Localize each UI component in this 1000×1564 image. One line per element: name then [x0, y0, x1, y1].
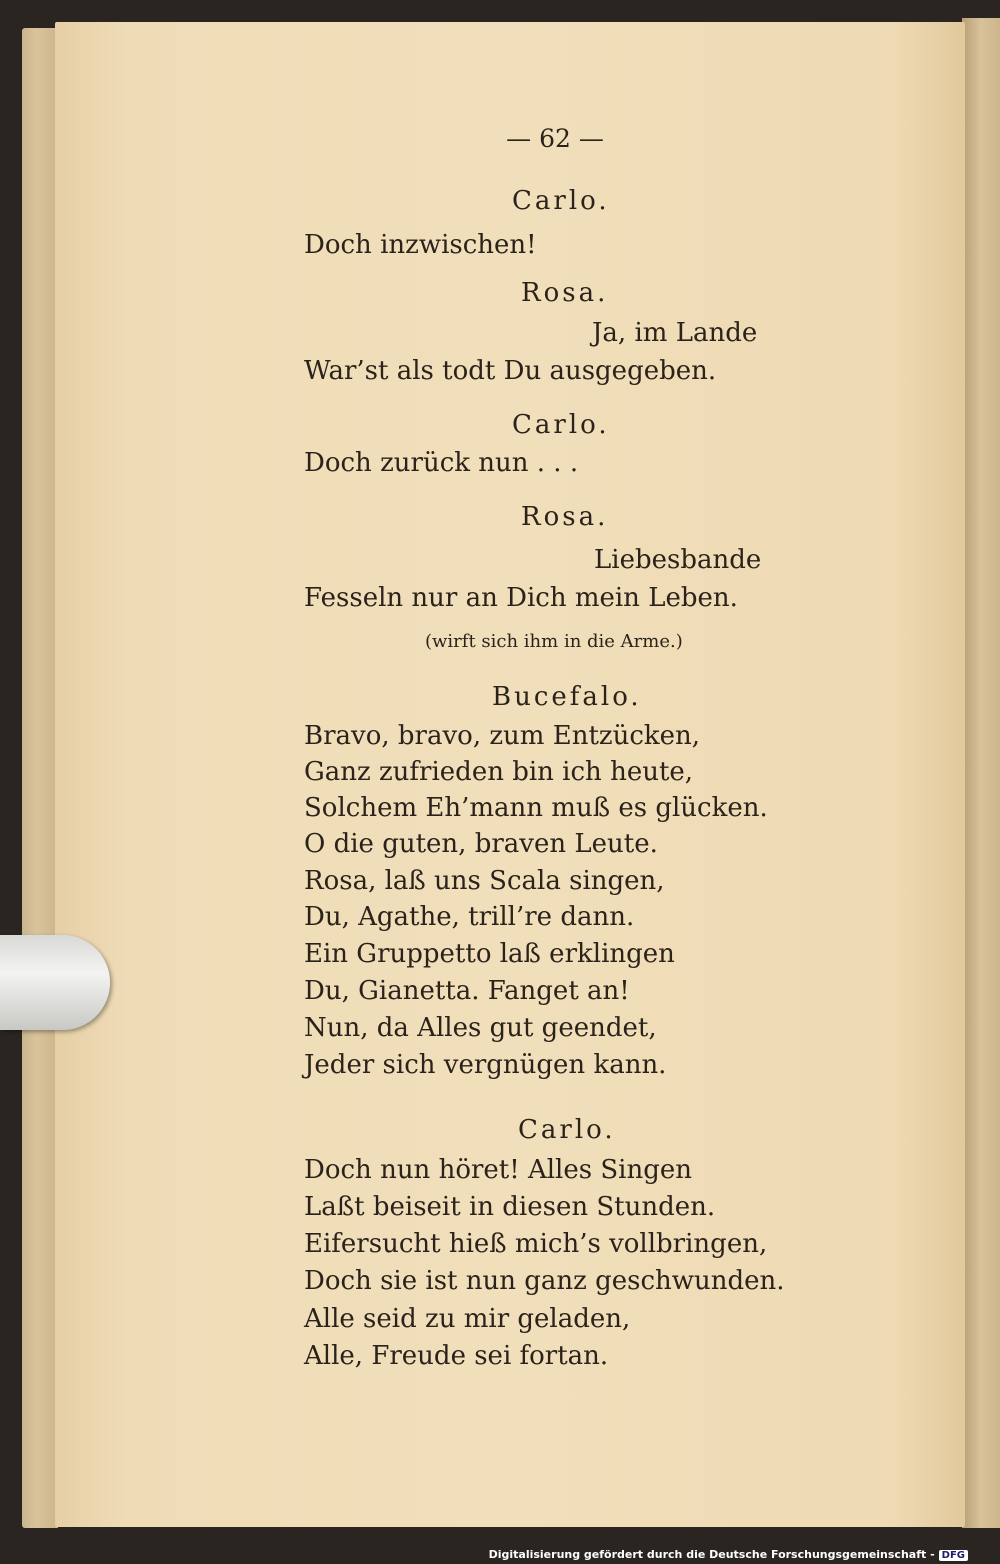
text-line: Jeder sich vergnügen kann. — [304, 1050, 667, 1080]
text-line: Ja, im Lande — [592, 318, 758, 348]
text-line: Bravo, bravo, zum Entzücken, — [304, 721, 701, 751]
text-line: Doch sie ist nun ganz geschwunden. — [304, 1266, 785, 1296]
text-line: Eifersucht hieß mich’s vollbringen, — [304, 1229, 768, 1259]
text-line: Du, Gianetta. Fanget an! — [304, 976, 630, 1006]
text-line: Nun, da Alles gut geendet, — [304, 1013, 657, 1043]
text-line: Liebesbande — [594, 545, 762, 575]
text-line: Alle seid zu mir geladen, — [304, 1304, 631, 1334]
credit-text: Digitalisierung gefördert durch die Deutsche Forschungsgemeinschaft - — [488, 1548, 935, 1561]
text-line: Alle, Freude sei fortan. — [304, 1341, 609, 1371]
stage-direction: (wirft sich ihm in die Arme.) — [425, 631, 683, 652]
speaker-name: Carlo. — [518, 1115, 616, 1145]
page-number: — 62 — — [506, 124, 604, 153]
book-edge — [22, 28, 58, 1528]
dfg-logo: DFG — [939, 1550, 968, 1561]
text-line: Fesseln nur an Dich mein Leben. — [304, 583, 738, 613]
text-line: Doch zurück nun . . . — [304, 448, 579, 478]
text-line: Laßt beiseit in diesen Stunden. — [304, 1192, 716, 1222]
text-line: O die guten, braven Leute. — [304, 829, 658, 859]
digitization-credit — [489, 1548, 968, 1561]
text-line: Doch nun höret! Alles Singen — [304, 1155, 692, 1185]
text-line: Rosa, laß uns Scala singen, — [304, 866, 665, 896]
speaker-name: Carlo. — [512, 186, 610, 216]
text-line: Ganz zufrieden bin ich heute, — [304, 757, 694, 787]
page-clip — [0, 935, 110, 1030]
text-line: Doch inzwischen! — [304, 230, 537, 260]
text-line: Solchem Eh’mann muß es glücken. — [304, 793, 768, 823]
speaker-name: Carlo. — [512, 410, 610, 440]
text-line: War’st als todt Du ausgegeben. — [304, 356, 717, 386]
text-line: Ein Gruppetto laß erklingen — [304, 939, 675, 969]
speaker-name: Rosa. — [521, 278, 609, 308]
speaker-name: Bucefalo. — [492, 682, 642, 712]
facing-page-edge — [962, 18, 1000, 1528]
text-line: Du, Agathe, trill’re dann. — [304, 902, 635, 932]
speaker-name: Rosa. — [521, 502, 609, 532]
